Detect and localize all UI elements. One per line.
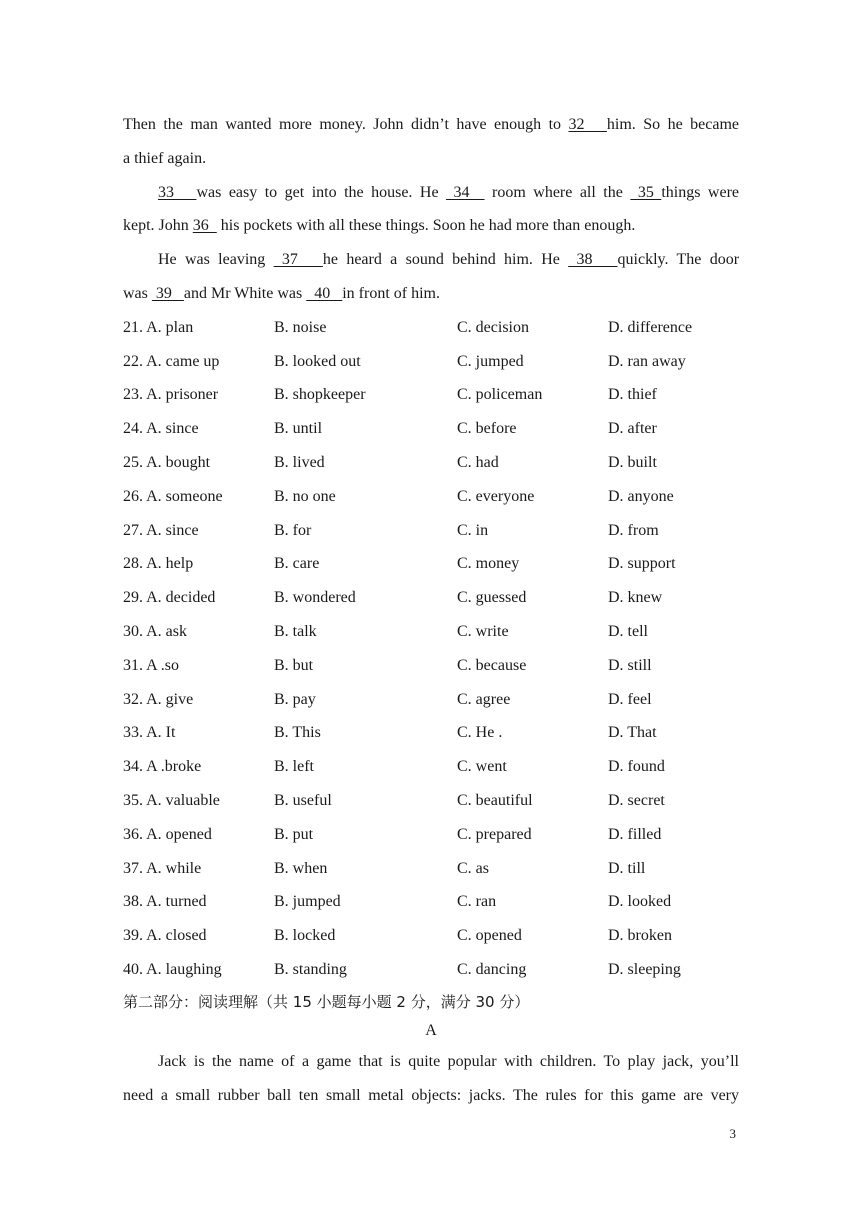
passage-line-6: was 39 and Mr White was 40 in front of him. xyxy=(123,284,440,302)
option-row xyxy=(123,852,739,886)
blank-33: 33 xyxy=(158,183,197,201)
option-a: 22. A. came up xyxy=(123,352,220,370)
option-c: C. decision xyxy=(457,318,529,336)
option-row xyxy=(123,784,739,818)
reading-line-1: Jack is the name of a game that is quite popular with children. To play jack, you’ll xyxy=(158,1052,739,1070)
option-a: 21. A. plan xyxy=(123,318,194,336)
option-a: 39. A. closed xyxy=(123,927,207,945)
option-row xyxy=(123,581,739,615)
option-c: C. before xyxy=(457,420,517,438)
option-c: C. opened xyxy=(457,927,522,945)
blank-32: 32 xyxy=(568,116,607,133)
option-d: D. broken xyxy=(608,927,672,945)
option-row xyxy=(123,649,739,683)
option-row xyxy=(123,345,739,379)
blank-34: 34 xyxy=(446,183,485,201)
option-row xyxy=(123,311,739,345)
option-d: D. till xyxy=(608,859,646,877)
option-b: B. jumped xyxy=(274,893,341,911)
option-c: C. prepared xyxy=(457,825,532,843)
document-page xyxy=(123,108,739,1112)
option-d: D. anyone xyxy=(608,487,674,505)
option-d: D. secret xyxy=(608,791,665,809)
option-b: B. noise xyxy=(274,318,327,336)
option-b: B. when xyxy=(274,859,328,877)
option-row xyxy=(123,818,739,852)
option-row xyxy=(123,885,739,919)
option-a: 35. A. valuable xyxy=(123,791,220,809)
option-c: C. as xyxy=(457,859,489,877)
option-b: B. until xyxy=(274,420,323,438)
option-row xyxy=(123,683,739,717)
blank-39: 39 xyxy=(151,284,184,302)
blank-36: 36 xyxy=(192,217,217,235)
option-c: C. He . xyxy=(457,724,503,742)
option-c: C. beautiful xyxy=(457,791,533,809)
option-a: 40. A. laughing xyxy=(123,960,222,978)
option-c: C. policeman xyxy=(457,386,543,404)
option-b: B. useful xyxy=(274,791,332,809)
option-d: D. That xyxy=(608,724,657,742)
option-a: 33. A. It xyxy=(123,724,176,742)
option-row xyxy=(123,919,739,953)
option-d: D. tell xyxy=(608,622,648,640)
option-c: C. dancing xyxy=(457,960,527,978)
option-c: C. guessed xyxy=(457,589,527,607)
option-a: 31. A .so xyxy=(123,656,180,674)
option-a: 32. A. give xyxy=(123,690,194,708)
option-c: C. in xyxy=(457,521,489,539)
passage-line-5: He was leaving 37 he heard a sound behind him. He 38 quickly. The door xyxy=(158,251,740,269)
option-d: D. looked xyxy=(608,893,672,911)
option-row xyxy=(123,716,739,750)
section-heading: 第二部分：阅读理解（共 15 小题每小题 2 分，满分 30 分） xyxy=(123,992,530,1011)
blank-38: 38 xyxy=(568,251,618,269)
option-c: C. went xyxy=(457,758,507,776)
option-a: 25. A. bought xyxy=(123,453,211,471)
blank-40: 40 xyxy=(306,284,343,302)
option-row xyxy=(123,412,739,446)
option-d: D. still xyxy=(608,656,652,674)
option-b: B. talk xyxy=(274,622,317,640)
options-list xyxy=(123,311,739,987)
option-a: 30. A. ask xyxy=(123,622,187,640)
option-d: D. found xyxy=(608,758,665,776)
option-c: C. because xyxy=(457,656,527,674)
option-b: B. lived xyxy=(274,453,325,471)
option-row xyxy=(123,750,739,784)
option-c: C. money xyxy=(457,555,520,573)
option-b: B. left xyxy=(274,758,314,776)
page-number: 3 xyxy=(729,1126,736,1141)
option-c: C. jumped xyxy=(457,352,524,370)
option-a: 27. A. since xyxy=(123,521,199,539)
option-d: D. after xyxy=(608,420,657,438)
option-row xyxy=(123,615,739,649)
option-a: 28. A. help xyxy=(123,555,194,573)
option-a: 38. A. turned xyxy=(123,893,207,911)
passage-line-3: 33 was easy to get into the house. He 34 room where all the 35 things were xyxy=(158,183,739,201)
option-a: 34. A .broke xyxy=(123,758,202,776)
passage-line-2: a thief again. xyxy=(123,149,207,167)
option-b: B. but xyxy=(274,656,314,674)
passage-line-1: Then the man wanted more money. John didn’t have enough to 32 him. So he became xyxy=(123,116,739,133)
option-c: C. had xyxy=(457,453,499,471)
option-b: B. locked xyxy=(274,927,336,945)
option-d: D. thief xyxy=(608,386,657,404)
option-d: D. from xyxy=(608,521,659,539)
option-row xyxy=(123,953,739,987)
option-b: B. standing xyxy=(274,960,347,978)
option-row xyxy=(123,547,739,581)
option-b: B. no one xyxy=(274,487,336,505)
option-b: B. care xyxy=(274,555,320,573)
option-a: 29. A. decided xyxy=(123,589,216,607)
option-b: B. put xyxy=(274,825,314,843)
option-row xyxy=(123,378,739,412)
option-a: 24. A. since xyxy=(123,420,199,438)
option-a: 37. A. while xyxy=(123,859,202,877)
option-d: D. sleeping xyxy=(608,960,681,978)
option-b: B. wondered xyxy=(274,589,356,607)
reading-line-2: need a small rubber ball ten small metal objects: jacks. The rules for this game are very xyxy=(123,1086,739,1104)
passage-label: A xyxy=(425,1021,437,1039)
option-row xyxy=(123,446,739,480)
option-a: 36. A. opened xyxy=(123,825,212,843)
option-row xyxy=(123,480,739,514)
option-d: D. built xyxy=(608,453,657,471)
option-b: B. shopkeeper xyxy=(274,386,366,404)
option-d: D. support xyxy=(608,555,676,573)
option-d: D. filled xyxy=(608,825,662,843)
option-row xyxy=(123,514,739,548)
option-d: D. difference xyxy=(608,318,693,336)
option-a: 26. A. someone xyxy=(123,487,223,505)
option-d: D. feel xyxy=(608,690,652,708)
option-c: C. everyone xyxy=(457,487,535,505)
blank-37: 37 xyxy=(273,251,323,269)
option-b: B. looked out xyxy=(274,352,361,370)
option-b: B. This xyxy=(274,724,321,742)
passage-line-4: kept. John 36 his pockets with all these things. Soon he had more than enough. xyxy=(123,217,636,235)
option-b: B. for xyxy=(274,521,312,539)
option-c: C. ran xyxy=(457,893,497,911)
blank-35: 35 xyxy=(630,183,662,201)
option-d: D. knew xyxy=(608,589,663,607)
option-c: C. agree xyxy=(457,690,511,708)
option-c: C. write xyxy=(457,622,509,640)
option-d: D. ran away xyxy=(608,352,686,370)
option-a: 23. A. prisoner xyxy=(123,386,219,404)
option-b: B. pay xyxy=(274,690,316,708)
